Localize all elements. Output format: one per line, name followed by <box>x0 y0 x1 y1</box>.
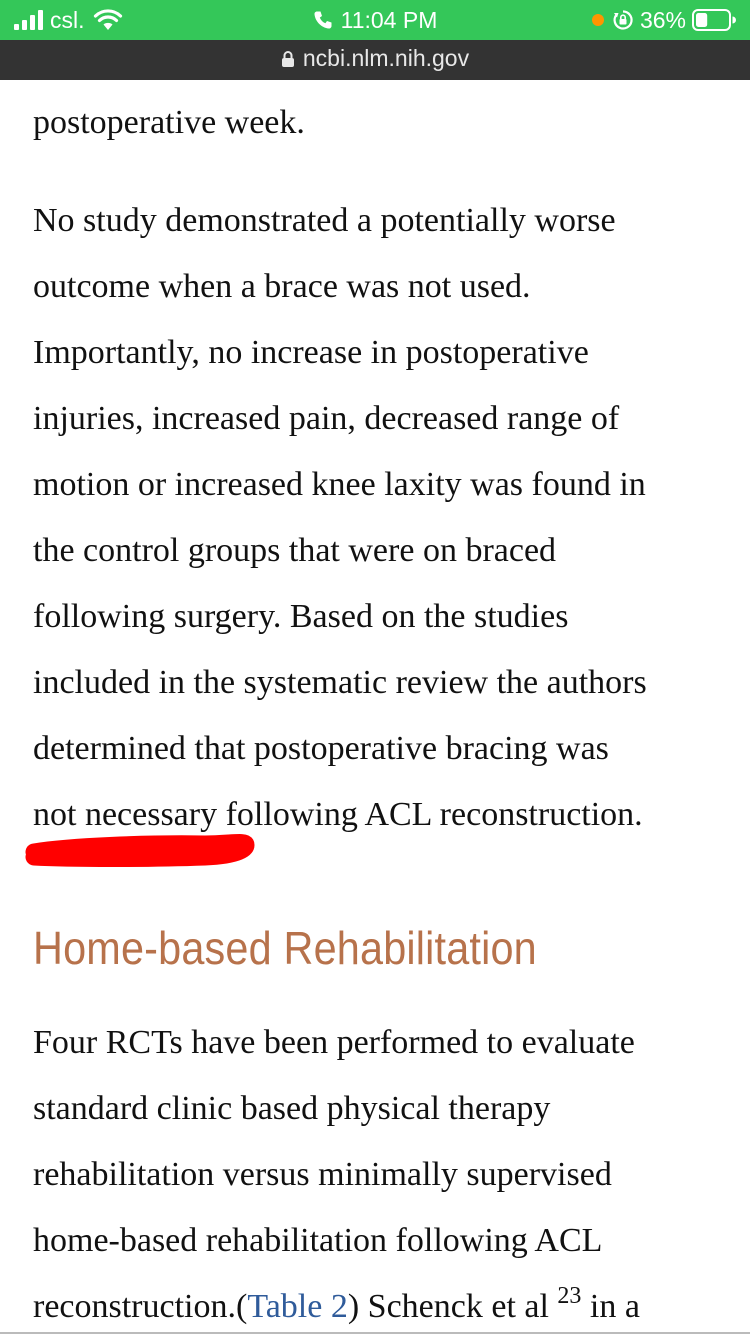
paragraph-fragment <box>33 90 305 156</box>
lock-icon <box>281 50 295 68</box>
text-line: determined that postoperative bracing was <box>33 730 609 767</box>
text-line <box>33 782 647 848</box>
text-line: No study demonstrated a potentially worse <box>33 202 616 239</box>
url-bar[interactable] <box>0 40 750 80</box>
text-line: injuries, increased pain, decreased range of <box>33 400 620 437</box>
text-line: included in the systematic review the authors <box>33 664 647 701</box>
text-line: Four RCTs have been performed to evaluate <box>33 1024 635 1061</box>
section-heading: Home-based Rehabilitation <box>33 922 537 974</box>
orientation-lock-icon <box>612 9 634 31</box>
text-line: rehabilitation versus minimally supervised <box>33 1156 612 1193</box>
text-fragment: reconstruction.( <box>33 1288 248 1325</box>
battery-percentage: 36% <box>639 7 686 33</box>
text-line <box>33 1274 640 1334</box>
table-2-link[interactable]: Table 2 <box>247 1288 348 1325</box>
text-line: standard clinic based physical therapy <box>33 1090 551 1127</box>
carrier-name: csl. <box>50 7 85 33</box>
text-fragment: in a <box>581 1288 640 1325</box>
orange-dot-icon <box>592 14 604 26</box>
clock-time: 11:04 PM <box>340 7 438 33</box>
text-line: outcome when a brace was not used. <box>33 268 531 305</box>
text-fragment: following ACL reconstruction. <box>217 796 643 833</box>
battery-icon <box>692 9 736 31</box>
highlighted-phrase: not necessary <box>33 796 218 833</box>
text-line: the control groups that were on braced <box>33 532 557 569</box>
bracing-paragraph <box>33 188 647 848</box>
status-bar-right <box>592 6 736 34</box>
phone-icon <box>313 10 333 30</box>
status-bar <box>0 0 750 40</box>
rehabilitation-paragraph <box>33 1010 640 1334</box>
text-line: postoperative week. <box>33 104 305 141</box>
url-text: ncbi.nlm.nih.gov <box>302 45 470 71</box>
text-line: following surgery. Based on the studies <box>33 598 569 635</box>
text-fragment: ) Schenck et al <box>347 1288 558 1325</box>
text-line: motion or increased knee laxity was found in <box>33 466 646 503</box>
reference-23[interactable]: 23 <box>557 1283 582 1309</box>
text-line: Importantly, no increase in postoperative <box>33 334 589 371</box>
text-line: home-based rehabilitation following ACL <box>33 1222 603 1259</box>
